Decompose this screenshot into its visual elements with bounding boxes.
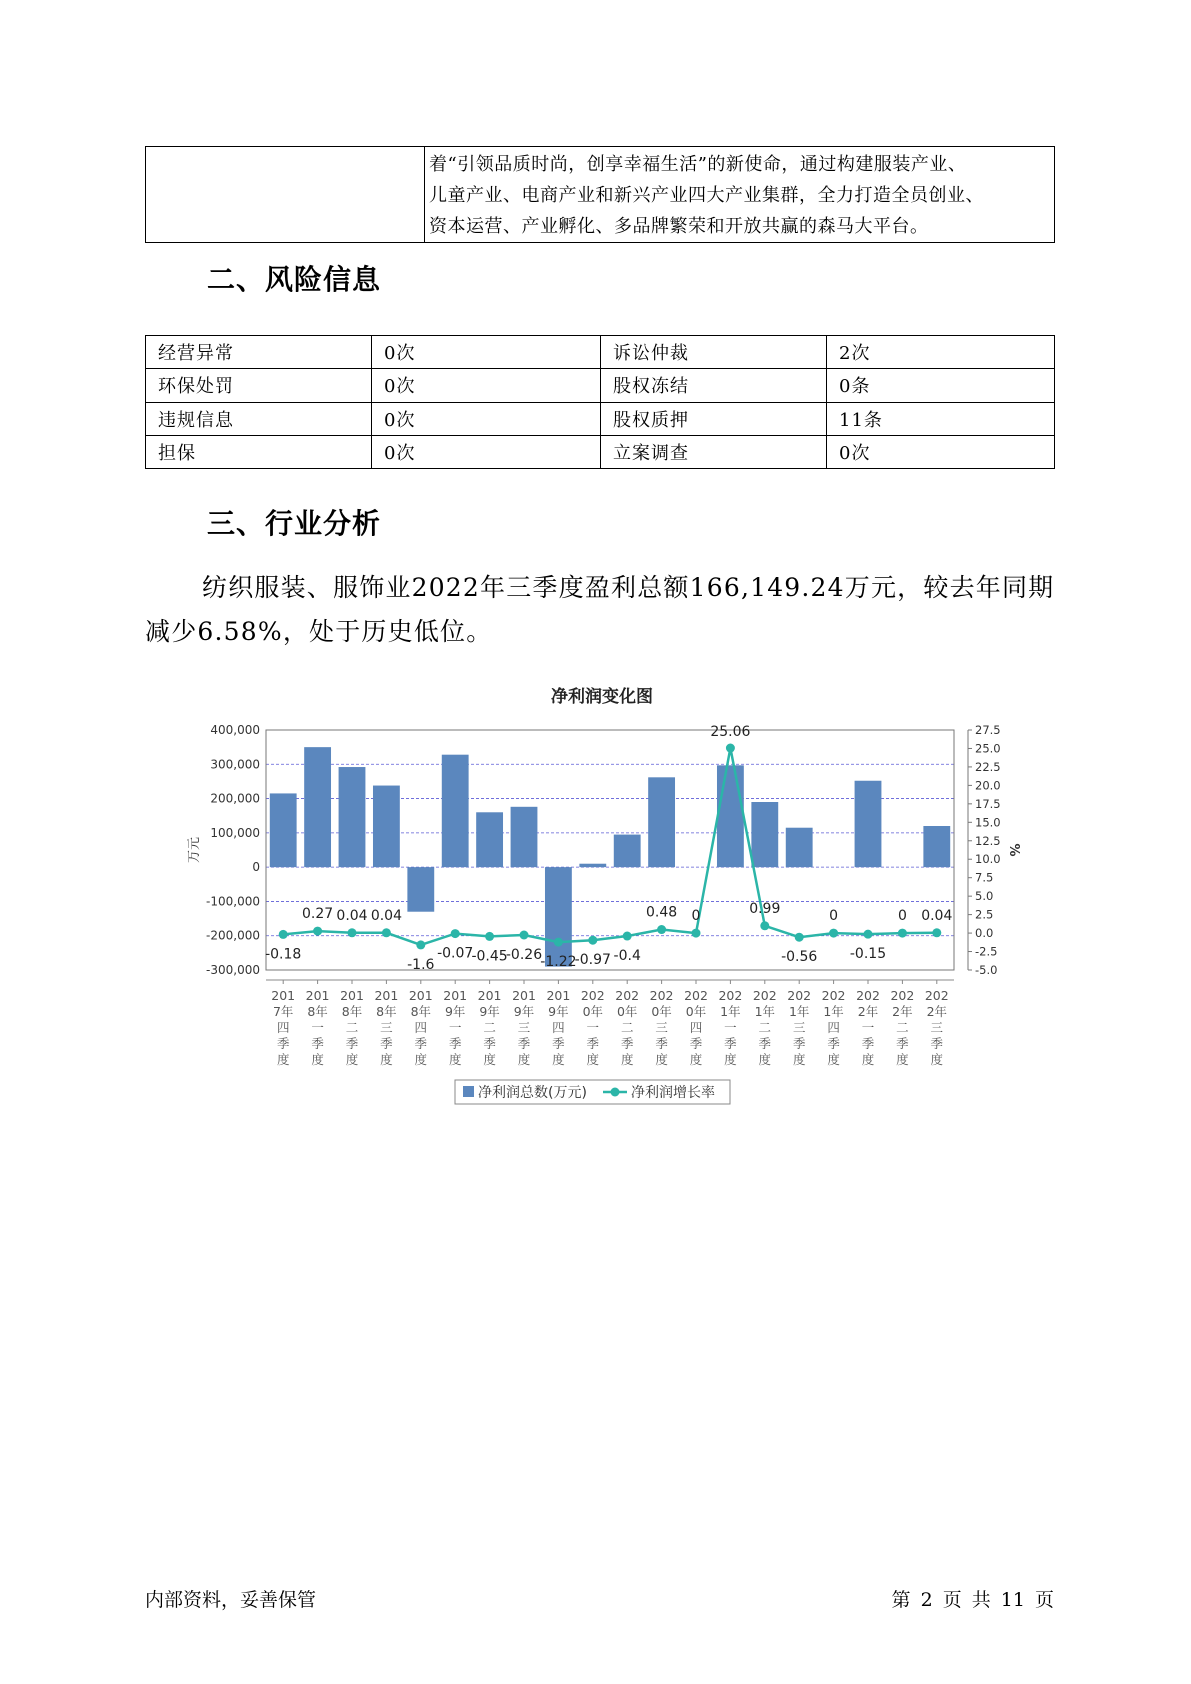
risk-value: 0次: [827, 435, 1055, 468]
data-label: 0.04: [336, 907, 368, 924]
y-axis-left-label: 万元: [187, 836, 202, 864]
x-tick-label-line: 度: [448, 1052, 462, 1067]
x-tick-label: [478, 988, 502, 1067]
x-tick-label-line: 201: [443, 988, 468, 1003]
risk-label: 股权冻结: [601, 369, 827, 402]
x-tick-label: [374, 988, 398, 1067]
x-tick-label-line: 1年: [720, 1004, 741, 1019]
y-tick-right: 5.0: [975, 889, 994, 904]
section-title-risk: 二、风险信息: [207, 263, 382, 296]
company-intro-table: [145, 146, 1055, 243]
y-tick-left: -100,000: [206, 894, 260, 909]
risk-value: 2次: [827, 336, 1055, 369]
intro-line: 着“引领品质时尚，创享幸福生活”的新使命，通过构建服装产业、: [429, 154, 967, 175]
x-tick-label-line: 一: [448, 1020, 462, 1035]
data-label: 0.04: [370, 907, 402, 924]
x-tick-label: [787, 988, 811, 1067]
x-tick-label-line: 201: [271, 988, 296, 1003]
risk-label: 违规信息: [146, 402, 372, 435]
x-tick-label-line: 9年: [548, 1004, 569, 1019]
line-point: [795, 933, 804, 942]
line-point: [726, 744, 735, 753]
x-tick-label-line: 201: [512, 988, 536, 1003]
line-point: [623, 932, 632, 941]
line-point: [279, 930, 288, 939]
x-tick-label-line: 202: [890, 988, 915, 1003]
data-label: -0.4: [613, 948, 641, 965]
x-tick-label-line: 201: [477, 988, 502, 1003]
table-row: [146, 336, 1055, 369]
data-label: -0.26: [505, 946, 543, 963]
data-label: 25.06: [710, 724, 751, 741]
risk-label: 股权质押: [601, 402, 827, 435]
x-tick-label-line: 9年: [513, 1004, 535, 1019]
x-tick-label-line: 202: [718, 988, 743, 1003]
x-tick-label-line: 7年: [272, 1004, 294, 1019]
x-tick-label-line: 度: [380, 1052, 393, 1067]
x-tick-label-line: 9年: [444, 1004, 466, 1019]
risk-value: 11条: [827, 402, 1055, 435]
x-tick-label-line: 季: [586, 1036, 600, 1051]
data-label: 0.27: [302, 906, 334, 923]
x-tick-label-line: 1年: [754, 1004, 776, 1019]
section-title-industry: 三、行业分析: [207, 507, 382, 540]
x-tick-label-line: 0年: [651, 1004, 672, 1019]
line-point: [451, 929, 460, 938]
x-tick-label-line: 度: [930, 1052, 944, 1067]
x-tick-label: [546, 988, 570, 1067]
line-point: [313, 927, 322, 936]
bar: [923, 826, 950, 867]
y-tick-right: 20.0: [975, 778, 1001, 793]
x-tick-label-line: 度: [483, 1052, 496, 1067]
x-tick-label-line: 二: [758, 1020, 772, 1035]
x-tick-label-line: 一: [861, 1020, 875, 1035]
x-tick-label-line: 201: [546, 988, 571, 1003]
bar: [511, 807, 538, 867]
x-tick-label-line: 二: [483, 1020, 496, 1035]
line-point: [657, 925, 666, 934]
x-tick-label: [306, 988, 330, 1067]
x-tick-label-line: 四: [276, 1020, 290, 1035]
risk-value: 0次: [372, 336, 601, 369]
intro-text-cell: [425, 147, 1055, 243]
x-tick-label-line: 202: [924, 988, 949, 1003]
x-tick-label-line: 度: [792, 1052, 806, 1067]
data-label: -0.15: [849, 946, 887, 963]
line-point: [898, 929, 907, 938]
y-tick-left: -200,000: [206, 928, 260, 943]
bar: [545, 867, 572, 966]
risk-info-table: [145, 335, 1055, 469]
x-tick-label-line: 度: [552, 1052, 565, 1067]
x-tick-label: [718, 988, 742, 1067]
x-tick-label: [409, 988, 433, 1067]
line-point: [382, 928, 391, 937]
x-tick-label-line: 202: [787, 988, 812, 1003]
data-label: -0.56: [781, 949, 818, 966]
x-tick-label-line: 季: [345, 1036, 359, 1051]
intro-label-cell: [146, 147, 425, 243]
x-tick-label-line: 2年: [892, 1004, 913, 1019]
data-label: 0: [829, 908, 839, 925]
x-tick-label-line: 201: [340, 988, 364, 1003]
line-point: [760, 921, 769, 930]
y-tick-right: 27.5: [975, 723, 1001, 737]
risk-value: 0条: [827, 369, 1055, 402]
risk-value: 0次: [372, 402, 601, 435]
x-tick-label-line: 202: [649, 988, 674, 1003]
x-tick-label-line: 一: [311, 1020, 324, 1035]
x-tick-label-line: 8年: [376, 1004, 397, 1019]
x-tick-label-line: 9年: [479, 1004, 500, 1019]
x-tick-label: [684, 988, 708, 1067]
bar: [407, 867, 434, 912]
x-tick-label-line: 202: [615, 988, 640, 1003]
y-tick-right: -5.0: [975, 963, 998, 977]
x-tick-label-line: 季: [792, 1036, 806, 1051]
x-tick-label-line: 四: [827, 1020, 840, 1035]
x-tick-label: [340, 988, 364, 1067]
bar: [786, 828, 813, 867]
line-point: [520, 930, 529, 939]
intro-line: 儿童产业、电商产业和新兴产业四大产业集群，全力打造全员创业、: [429, 185, 984, 206]
y-tick-left: 400,000: [210, 723, 260, 737]
x-tick-label: [856, 988, 880, 1067]
data-label: 0: [897, 908, 907, 925]
x-tick-label-line: 一: [586, 1020, 600, 1035]
x-tick-label-line: 度: [345, 1052, 359, 1067]
x-tick-label: [271, 988, 295, 1067]
legend-bar-swatch: [463, 1086, 474, 1097]
x-tick-label-line: 三: [517, 1020, 531, 1035]
legend-item-line: 净利润增长率: [631, 1085, 715, 1101]
x-tick-label-line: 季: [655, 1036, 668, 1051]
x-tick-label-line: 202: [821, 988, 846, 1003]
x-tick-label-line: 1年: [823, 1004, 844, 1019]
x-tick-label-line: 四: [689, 1020, 703, 1035]
x-tick-label-line: 8年: [341, 1004, 363, 1019]
chart-title: 净利润变化图: [551, 687, 653, 707]
line-point: [588, 936, 597, 945]
x-tick-label-line: 0年: [582, 1004, 604, 1019]
bar: [614, 835, 641, 868]
risk-label: 立案调查: [601, 435, 827, 468]
x-tick-label-line: 202: [580, 988, 605, 1003]
risk-label: 经营异常: [146, 336, 372, 369]
x-tick-label-line: 四: [552, 1020, 565, 1035]
bar: [751, 802, 778, 867]
bar: [442, 755, 469, 867]
y-tick-left: 0: [252, 860, 260, 875]
bar: [373, 786, 400, 868]
x-tick-label: [925, 988, 949, 1067]
x-tick-label-line: 季: [276, 1036, 290, 1051]
x-tick-label-line: 度: [861, 1052, 875, 1067]
x-tick-label-line: 度: [517, 1052, 531, 1067]
bar: [855, 781, 882, 867]
x-tick-label-line: 8年: [410, 1004, 432, 1019]
line-point: [485, 932, 494, 941]
legend-item-bar: 净利润总数(万元): [478, 1085, 587, 1101]
line-point: [554, 938, 563, 947]
x-tick-label-line: 0年: [685, 1004, 707, 1019]
line-point: [692, 929, 701, 938]
x-tick-label-line: 度: [689, 1052, 703, 1067]
y-tick-right: 22.5: [975, 759, 1001, 774]
y-tick-right: 2.5: [975, 907, 994, 922]
x-tick-label-line: 季: [827, 1036, 840, 1051]
y-tick-left: 100,000: [210, 825, 260, 840]
x-tick-label-line: 季: [724, 1036, 737, 1051]
line-point: [932, 928, 941, 937]
risk-label: 环保处罚: [146, 369, 372, 402]
line-point: [348, 928, 357, 937]
y-tick-right: 17.5: [975, 796, 1001, 811]
x-tick-label-line: 度: [896, 1052, 909, 1067]
x-tick-label: [443, 988, 467, 1067]
x-tick-label-line: 度: [586, 1052, 600, 1067]
data-label: 0: [691, 908, 701, 925]
x-tick-label-line: 季: [380, 1036, 393, 1051]
x-tick-label-line: 三: [655, 1020, 668, 1035]
data-label: -0.45: [471, 948, 508, 965]
intro-text: [425, 147, 1054, 242]
x-tick-label-line: 202: [752, 988, 777, 1003]
x-tick-label-line: 2年: [926, 1004, 948, 1019]
x-tick-label: [753, 988, 777, 1067]
x-tick-label-line: 1年: [788, 1004, 810, 1019]
y-tick-right: 12.5: [975, 833, 1001, 848]
industry-paragraph: 纺织服装、服饰业2022年三季度盈利总额166,149.24万元，较去年同期减少6.58%，处于历史低位。: [145, 573, 1055, 646]
y-tick-left: 200,000: [210, 791, 260, 806]
legend-line-marker: [611, 1088, 620, 1097]
data-label: 0.48: [646, 904, 678, 921]
x-tick-label-line: 季: [414, 1036, 428, 1051]
bar: [717, 765, 744, 867]
x-tick-label-line: 四: [414, 1020, 428, 1035]
line-point: [864, 930, 873, 939]
x-tick-label-line: 季: [517, 1036, 531, 1051]
x-tick-label-line: 201: [374, 988, 399, 1003]
risk-label: 担保: [146, 435, 372, 468]
x-tick-label-line: 度: [724, 1052, 737, 1067]
x-tick-label-line: 度: [414, 1052, 428, 1067]
x-tick-label-line: 季: [758, 1036, 772, 1051]
data-label: -0.97: [574, 952, 611, 969]
x-tick-label: [581, 988, 605, 1067]
x-tick-label-line: 季: [311, 1036, 324, 1051]
x-tick-label-line: 201: [305, 988, 330, 1003]
x-tick-label-line: 201: [408, 988, 433, 1003]
x-tick-label-line: 度: [758, 1052, 772, 1067]
x-tick-label-line: 度: [276, 1052, 290, 1067]
data-label: 0.04: [921, 907, 953, 924]
x-tick-label-line: 季: [448, 1036, 462, 1051]
y-tick-right: 7.5: [975, 870, 994, 885]
chart-legend: [455, 1080, 730, 1104]
table-row: [146, 402, 1055, 435]
data-label: 0.99: [749, 900, 781, 917]
x-tick-label-line: 季: [896, 1036, 909, 1051]
y-tick-right: -2.5: [975, 944, 998, 959]
bar: [579, 864, 606, 867]
x-tick-label-line: 季: [861, 1036, 875, 1051]
data-label: -0.07: [437, 945, 474, 962]
table-row: [146, 369, 1055, 402]
x-tick-label-line: 二: [345, 1020, 359, 1035]
y-tick-left: 300,000: [210, 757, 260, 772]
x-tick-label-line: 三: [792, 1020, 806, 1035]
x-tick-label-line: 季: [552, 1036, 565, 1051]
data-label: -1.22: [540, 954, 577, 971]
y-tick-left: -300,000: [206, 963, 260, 977]
x-tick-label: [890, 988, 914, 1067]
bar: [648, 777, 675, 867]
data-label: -0.18: [265, 946, 302, 963]
x-tick-label-line: 三: [930, 1020, 944, 1035]
table-row: [146, 435, 1055, 468]
x-tick-label-line: 度: [620, 1052, 634, 1067]
x-tick-label-line: 季: [689, 1036, 703, 1051]
x-tick-label-line: 一: [724, 1020, 737, 1035]
x-tick-label-line: 二: [896, 1020, 909, 1035]
x-tick-label-line: 二: [620, 1020, 634, 1035]
footer-confidential: 内部资料，妥善保管: [145, 1589, 317, 1611]
x-tick-label: [615, 988, 639, 1067]
y-tick-right: 25.0: [975, 741, 1001, 756]
bar: [270, 793, 297, 867]
x-tick-label-line: 8年: [307, 1004, 328, 1019]
net-profit-chart: [180, 680, 1030, 1130]
line-point: [416, 940, 425, 949]
data-label: -1.6: [407, 956, 435, 973]
line-point: [829, 929, 838, 938]
x-tick-label-line: 0年: [616, 1004, 638, 1019]
x-tick-label: [650, 988, 674, 1067]
x-tick-label: [512, 988, 536, 1067]
risk-value: 0次: [372, 369, 601, 402]
x-tick-label-line: 202: [856, 988, 880, 1003]
bar: [304, 747, 331, 867]
x-tick-label: [822, 988, 846, 1067]
x-tick-label-line: 度: [655, 1052, 668, 1067]
x-tick-label-line: 季: [930, 1036, 944, 1051]
x-tick-label-line: 三: [380, 1020, 393, 1035]
y-tick-right: 10.0: [975, 852, 1001, 867]
y-tick-right: 15.0: [975, 815, 1001, 830]
x-tick-label-line: 度: [827, 1052, 840, 1067]
y-axis-right-label: %: [1006, 843, 1021, 857]
x-tick-label-line: 季: [483, 1036, 496, 1051]
intro-line: 资本运营、产业孵化、多品牌繁荣和开放共赢的森马大平台。: [429, 216, 929, 237]
risk-label: 诉讼仲裁: [601, 336, 827, 369]
bar: [476, 812, 503, 867]
footer-page-number: 第 2 页 共 11 页: [891, 1589, 1054, 1611]
x-tick-label-line: 202: [684, 988, 708, 1003]
risk-value: 0次: [372, 435, 601, 468]
x-tick-label-line: 2年: [857, 1004, 879, 1019]
bar: [339, 767, 366, 867]
x-tick-label-line: 度: [311, 1052, 324, 1067]
y-tick-right: 0.0: [975, 926, 994, 941]
x-tick-label-line: 季: [620, 1036, 634, 1051]
